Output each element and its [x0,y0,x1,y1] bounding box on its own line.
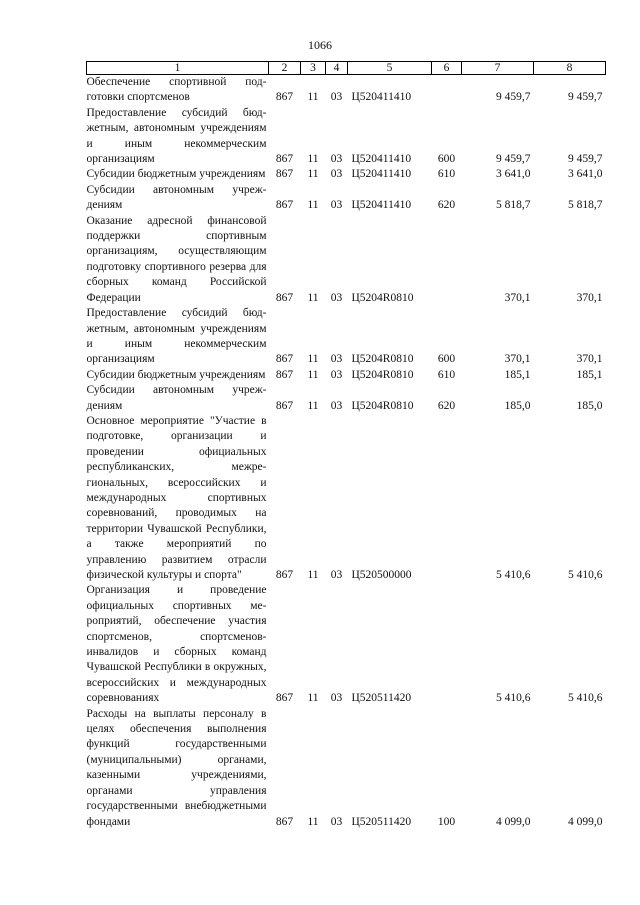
row-subsection-code: 03 [330,569,343,581]
row-expense-type: 610 [437,368,456,381]
row-section-code: 11 [307,692,319,705]
row-target-article: Ц520411410 [351,91,412,104]
row-expense-type: 100 [437,815,456,828]
row-section-code: 11 [307,353,319,366]
row-subsection-code: 03 [330,199,343,212]
row-ministry-code: 867 [275,199,294,212]
row-ministry-code: 867 [275,399,294,412]
row-target-article: Ц520500000 [351,569,412,581]
row-expense-type: 600 [437,153,456,166]
row-ministry-code: 867 [275,153,294,166]
row-description: Субсидии автономным учреждениям [86,384,267,412]
header-col-8: 8 [534,62,606,75]
row-ministry-code: 867 [275,291,294,304]
row-amount-1: 9 459,7 [496,91,531,104]
row-target-article: Ц5204R0810 [351,291,414,304]
row-description: Субсидии бюджетным учреждениям [86,168,266,181]
row-target-article: Ц5204R0810 [351,353,414,366]
row-amount-1: 185,1 [504,368,531,381]
row-description: Организация и проведение официальных спортивных мероприятий, обеспечение участия спортсменов, спортсменов-инвалидов и сборных команд Чувашской Республики в окружных, всероссийских и международных соревнованиях [86,584,267,705]
header-col-4: 4 [326,62,348,75]
table-header-row [87,62,606,75]
row-expense-type: 610 [437,168,456,181]
row-target-article: Ц520411410 [351,199,412,212]
row-description: Субсидии автономным учреждениям [86,183,267,212]
row-amount-2: 5 410,6 [568,692,603,705]
row-subsection-code: 03 [330,291,343,304]
row-expense-type [432,414,462,583]
row-target-article: Ц520411410 [351,153,412,166]
row-expense-type: 600 [437,353,456,366]
row-ministry-code: 867 [275,353,294,366]
row-amount-2: 185,0 [576,399,603,412]
row-amount-1: 9 459,7 [496,153,531,166]
row-subsection-code: 03 [330,353,343,366]
row-amount-1: 370,1 [504,291,531,304]
row-subsection-code: 03 [330,815,343,828]
table-row [87,75,606,106]
table-row [87,414,606,583]
header-col-7: 7 [462,62,534,75]
row-description: Субсидии бюджетным учреждениям [86,368,266,381]
page-number: 1066 [308,38,332,52]
row-amount-1: 4 099,0 [496,815,531,828]
row-subsection-code: 03 [330,153,343,166]
row-expense-type [432,583,462,706]
row-amount-1: 5 818,7 [496,199,531,212]
row-section-code: 11 [307,815,319,828]
budget-table-wrapper [86,61,605,830]
row-expense-type [432,214,462,306]
row-target-article: Ц520511420 [351,692,412,705]
row-amount-1: 5 410,6 [496,569,531,581]
row-expense-type [432,75,462,106]
row-amount-2: 9 459,7 [568,91,603,104]
row-amount-1: 5 410,6 [496,692,531,705]
row-amount-2: 185,1 [576,368,603,381]
row-target-article: Ц5204R0810 [351,399,414,412]
row-amount-1: 3 641,0 [496,168,531,181]
row-expense-type: 620 [437,199,456,212]
table-row [87,583,606,706]
row-amount-2: 5 818,7 [568,199,603,212]
row-subsection-code: 03 [330,91,343,104]
header-col-1: 1 [87,62,269,75]
row-target-article: Ц520511420 [351,815,412,828]
table-row [87,368,606,383]
row-target-article: Ц520411410 [351,168,412,181]
row-section-code: 11 [307,91,319,104]
row-amount-2: 3 641,0 [568,168,603,181]
row-amount-2: 370,1 [576,291,603,304]
row-section-code: 11 [307,399,319,412]
budget-table [86,61,606,830]
table-row [87,383,606,414]
row-ministry-code: 867 [275,91,294,104]
row-amount-2: 4 099,0 [568,815,603,828]
row-description: Расходы на выплаты персоналу в целях обеспечения выполнения функций государственными (муниципальными) органами, казенными учреждениями, органами управления государственными внебюджетными фондами [86,707,267,828]
row-subsection-code: 03 [330,692,343,705]
row-description: Оказание адресной финансовой поддержки спортивным организациям, осуществляющим подготовку спортивного резерва для сборных команд Российской Федерации [86,214,267,304]
table-row [87,183,606,214]
row-amount-2: 370,1 [576,353,603,366]
table-row [87,707,606,830]
row-ministry-code: 867 [275,569,294,581]
row-description: Основное мероприятие "Участие в подготовке, организации и проведении официальных республиканских, межрегиональных, всероссийских и международных спортивных соревнований, проводимых на территории Чувашской Республики, а также мероприятий по управлению развитием отрасли физической культуры и спорта" [86,414,267,581]
header-col-2: 2 [269,62,301,75]
header-col-6: 6 [432,62,462,75]
table-row [87,214,606,306]
header-col-3: 3 [301,62,326,75]
row-amount-1: 370,1 [504,353,531,366]
row-subsection-code: 03 [330,368,343,381]
header-col-5: 5 [348,62,432,75]
table-row [87,306,606,368]
row-section-code: 11 [307,291,319,304]
row-section-code: 11 [307,569,319,581]
row-expense-type: 620 [437,399,456,412]
row-section-code: 11 [307,153,319,166]
row-ministry-code: 867 [275,815,294,828]
table-body [87,75,606,830]
row-amount-2: 9 459,7 [568,153,603,166]
row-description: Обеспечение спортивной подготовки спортсменов [86,76,267,104]
table-row [87,167,606,182]
row-section-code: 11 [307,168,319,181]
row-target-article: Ц5204R0810 [351,368,414,381]
row-subsection-code: 03 [330,399,343,412]
row-ministry-code: 867 [275,368,294,381]
row-section-code: 11 [307,199,319,212]
row-section-code: 11 [307,368,319,381]
row-amount-2: 5 410,6 [568,569,603,581]
row-description: Предоставление субсидий бюджетным, автономным учреждениям и иным некоммерческим организациям [86,307,267,366]
table-row [87,106,606,168]
row-amount-1: 185,0 [504,399,531,412]
row-ministry-code: 867 [275,168,294,181]
row-ministry-code: 867 [275,692,294,705]
row-subsection-code: 03 [330,168,343,181]
row-description: Предоставление субсидий бюджетным, автономным учреждениям и иным некоммерческим организациям [86,106,267,166]
